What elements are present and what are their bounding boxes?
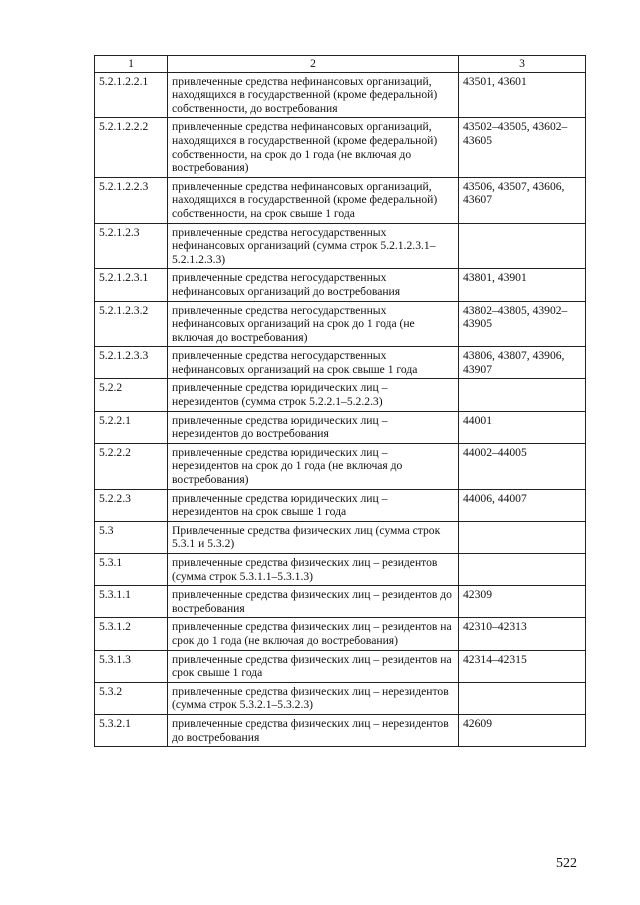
table-row bbox=[95, 269, 586, 301]
description-cell: Привлеченные средства физических лиц (сумма строк 5.3.1 и 5.3.2) bbox=[168, 521, 459, 553]
description-cell: привлеченные средства нефинансовых организаций, находящихся в государственной (кроме федеральной) собственности, до востребования bbox=[168, 72, 459, 118]
account-codes-cell: 44001 bbox=[459, 411, 586, 443]
table-body bbox=[95, 72, 586, 747]
account-codes-cell: 43802–43805, 43902–43905 bbox=[459, 301, 586, 347]
page-number: 522 bbox=[556, 856, 577, 871]
account-codes-cell bbox=[459, 379, 586, 411]
account-codes-cell: 43506, 43507, 43606, 43607 bbox=[459, 177, 586, 223]
row-number-cell: 5.3.1.1 bbox=[95, 586, 168, 618]
row-number-cell: 5.2.2 bbox=[95, 379, 168, 411]
row-number-cell: 5.2.1.2.2.3 bbox=[95, 177, 168, 223]
table-row bbox=[95, 618, 586, 650]
row-number-cell: 5.2.1.2.3 bbox=[95, 223, 168, 269]
row-number-cell: 5.3.1.3 bbox=[95, 650, 168, 682]
account-codes-cell: 43502–43505, 43602–43605 bbox=[459, 118, 586, 177]
description-cell: привлеченные средства негосударственных нефинансовых организаций на срок до 1 года (не включая до востребования) bbox=[168, 301, 459, 347]
row-number-cell: 5.3.2 bbox=[95, 682, 168, 714]
description-cell: привлеченные средства юридических лиц – нерезидентов до востребования bbox=[168, 411, 459, 443]
column-header: 3 bbox=[459, 56, 586, 73]
description-cell: привлеченные средства негосударственных нефинансовых организаций на срок свыше 1 года bbox=[168, 347, 459, 379]
row-number-cell: 5.2.1.2.2.2 bbox=[95, 118, 168, 177]
account-codes-cell: 43501, 43601 bbox=[459, 72, 586, 118]
description-cell: привлеченные средства физических лиц – нерезидентов до востребования bbox=[168, 714, 459, 746]
row-number-cell: 5.3.1.2 bbox=[95, 618, 168, 650]
description-cell: привлеченные средства физических лиц – нерезидентов (сумма строк 5.3.2.1–5.3.2.3) bbox=[168, 682, 459, 714]
table-row bbox=[95, 223, 586, 269]
description-cell: привлеченные средства нефинансовых организаций, находящихся в государственной (кроме федеральной) собственности, на срок свыше 1 года bbox=[168, 177, 459, 223]
account-codes-cell: 43801, 43901 bbox=[459, 269, 586, 301]
account-codes-cell: 43806, 43807, 43906, 43907 bbox=[459, 347, 586, 379]
account-codes-cell: 42609 bbox=[459, 714, 586, 746]
table-row bbox=[95, 379, 586, 411]
row-number-cell: 5.3.2.1 bbox=[95, 714, 168, 746]
table-row bbox=[95, 554, 586, 586]
description-cell: привлеченные средства юридических лиц – нерезидентов (сумма строк 5.2.2.1–5.2.2.3) bbox=[168, 379, 459, 411]
row-number-cell: 5.2.1.2.3.1 bbox=[95, 269, 168, 301]
table-row bbox=[95, 650, 586, 682]
table-row bbox=[95, 411, 586, 443]
description-cell: привлеченные средства негосударственных нефинансовых организаций до востребования bbox=[168, 269, 459, 301]
column-header: 1 bbox=[95, 56, 168, 73]
account-codes-cell bbox=[459, 223, 586, 269]
table-row bbox=[95, 118, 586, 177]
row-number-cell: 5.2.2.1 bbox=[95, 411, 168, 443]
description-cell: привлеченные средства негосударственных нефинансовых организаций (сумма строк 5.2.1.2.3.1–5.2.1.2.3.3) bbox=[168, 223, 459, 269]
table-row bbox=[95, 586, 586, 618]
table-row bbox=[95, 177, 586, 223]
table-row bbox=[95, 682, 586, 714]
table-row bbox=[95, 489, 586, 521]
account-codes-cell: 42314–42315 bbox=[459, 650, 586, 682]
table-row bbox=[95, 443, 586, 489]
account-codes-cell: 44006, 44007 bbox=[459, 489, 586, 521]
description-cell: привлеченные средства юридических лиц – нерезидентов на срок свыше 1 года bbox=[168, 489, 459, 521]
row-number-cell: 5.2.2.3 bbox=[95, 489, 168, 521]
account-codes-cell bbox=[459, 521, 586, 553]
table-row bbox=[95, 72, 586, 118]
row-number-cell: 5.3 bbox=[95, 521, 168, 553]
row-number-cell: 5.2.1.2.3.2 bbox=[95, 301, 168, 347]
account-codes-cell bbox=[459, 682, 586, 714]
row-number-cell: 5.2.2.2 bbox=[95, 443, 168, 489]
table-row bbox=[95, 347, 586, 379]
description-cell: привлеченные средства физических лиц – резидентов до востребования bbox=[168, 586, 459, 618]
row-number-cell: 5.2.1.2.2.1 bbox=[95, 72, 168, 118]
description-cell: привлеченные средства юридических лиц – нерезидентов на срок до 1 года (не включая до востребования) bbox=[168, 443, 459, 489]
header-row bbox=[95, 56, 586, 73]
accounts-table bbox=[94, 55, 586, 747]
description-cell: привлеченные средства физических лиц – резидентов на срок свыше 1 года bbox=[168, 650, 459, 682]
column-header: 2 bbox=[168, 56, 459, 73]
table-row bbox=[95, 301, 586, 347]
account-codes-cell bbox=[459, 554, 586, 586]
table-row bbox=[95, 521, 586, 553]
account-codes-cell: 44002–44005 bbox=[459, 443, 586, 489]
table-row bbox=[95, 714, 586, 746]
description-cell: привлеченные средства физических лиц – резидентов (сумма строк 5.3.1.1–5.3.1.3) bbox=[168, 554, 459, 586]
description-cell: привлеченные средства физических лиц – резидентов на срок до 1 года (не включая до востребования) bbox=[168, 618, 459, 650]
row-number-cell: 5.3.1 bbox=[95, 554, 168, 586]
account-codes-cell: 42309 bbox=[459, 586, 586, 618]
row-number-cell: 5.2.1.2.3.3 bbox=[95, 347, 168, 379]
description-cell: привлеченные средства нефинансовых организаций, находящихся в государственной (кроме федеральной) собственности, на срок до 1 года (не включая до востребования) bbox=[168, 118, 459, 177]
account-codes-cell: 42310–42313 bbox=[459, 618, 586, 650]
